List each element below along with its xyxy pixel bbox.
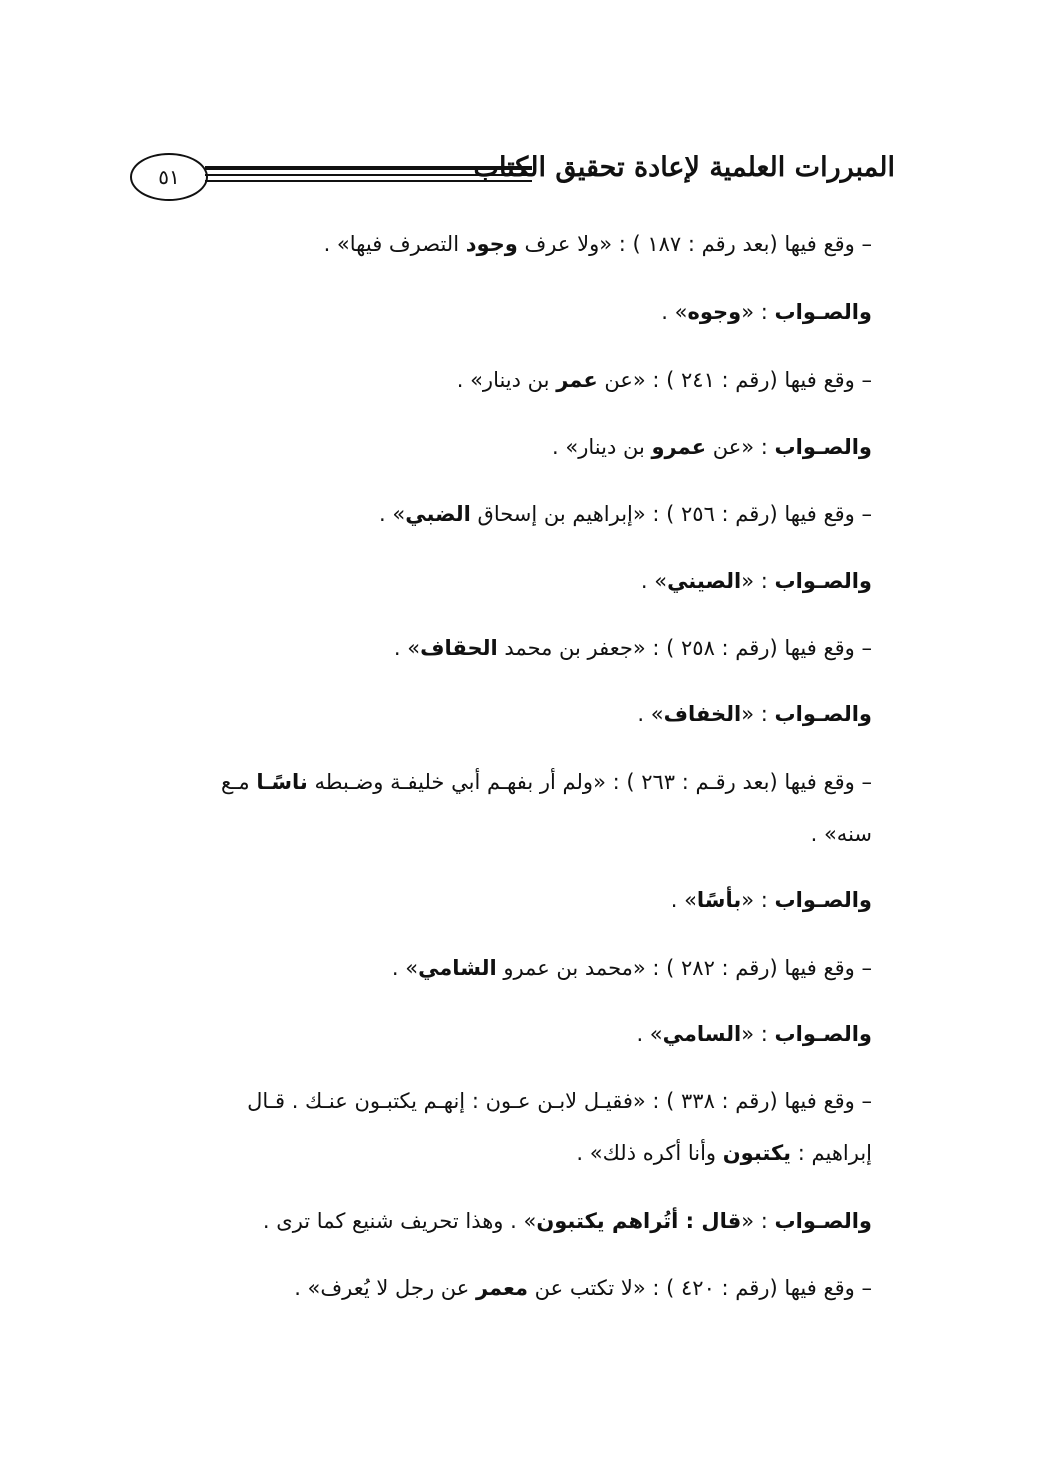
correction-line: والصـواب : «قال : أتُراهم يكتبون» . وهذا تحريف شنيع كما ترى . (262, 1209, 872, 1233)
correction-line: والصـواب : «بأسًا» . (670, 888, 872, 912)
entry-line: – وقع فيها (بعد رقم : ١٨٧ ) : «ولا عرف وجود التصرف فيها» . (323, 232, 872, 256)
header-rule (205, 174, 532, 176)
entry-line-continuation: إبراهيم : يكتبون وأنا أكره ذلك» . (576, 1141, 872, 1165)
entry-line: – وقع فيها (بعد رقـم : ٢٦٣ ) : «ولم أر بفهـم أبي خليفـة وضـبطه ناسًـا مـع (221, 770, 872, 794)
entry-line: – وقع فيها (رقم : ٢٥٦ ) : «إبراهيم بن إسحاق الضبي» . (379, 502, 872, 526)
correction-line: والصـواب : «وجوه» . (661, 300, 872, 324)
entry-line-continuation: سنه» . (810, 822, 872, 846)
entry-line: – وقع فيها (رقم : ٢٨٢ ) : «محمد بن عمرو الشامي» . (391, 956, 872, 980)
running-header-title: المبررات العلمية لإعادة تحقيق الكتاب (473, 152, 895, 183)
header-rule (205, 166, 532, 170)
correction-line: والصـواب : «الخفاف» . (637, 702, 872, 726)
correction-line: والصـواب : «السامي» . (636, 1022, 872, 1046)
entry-line: – وقع فيها (رقم : ٢٥٨ ) : «جعفر بن محمد الحقاف» . (393, 636, 872, 660)
entry-line: – وقع فيها (رقم : ٣٣٨ ) : «فقيـل لابـن عـون : إنهـم يكتبـون عنـك . قـال (247, 1089, 872, 1113)
entry-line: – وقع فيها (رقم : ٤٢٠ ) : «لا تكتب عن معمر عن رجل لا يُعرف» . (294, 1276, 872, 1300)
page-number: ٥١ (130, 153, 208, 201)
header-rule (205, 180, 532, 182)
correction-line: والصـواب : «الصيني» . (640, 569, 872, 593)
entry-line: – وقع فيها (رقم : ٢٤١ ) : «عن عمر بن دينار» . (456, 368, 872, 392)
correction-line: والصـواب : «عن عمرو بن دينار» . (552, 435, 872, 459)
